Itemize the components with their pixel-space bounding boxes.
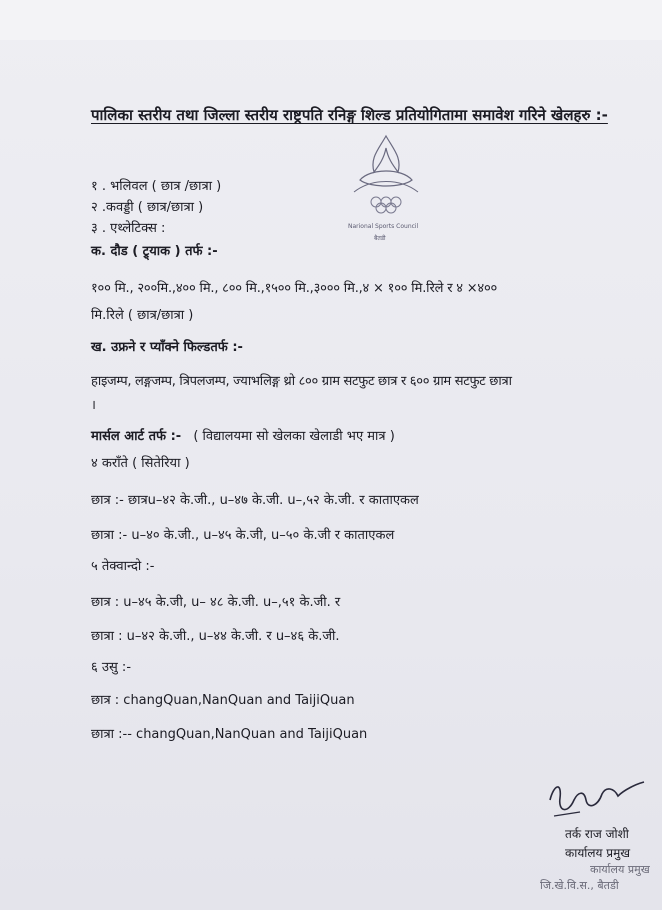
taekwondo-girls: छात्रा : u–४२ के.जी., u–४४ के.जी. र u–४६ के.जी. [91, 629, 340, 644]
handwritten-signature-icon [540, 770, 650, 830]
field-events-line-2: । [91, 398, 96, 413]
document-title: पालिका स्तरीय तथा जिल्ला स्तरीय राष्ट्रपति रनिङ्ग शिल्ड प्रतियोगितामा समावेश गरिने खेलहरु :- [91, 106, 608, 124]
seal-text-nepali: बैतडी [374, 235, 386, 242]
track-events-line-1: १०० मि., २००मि.,४०० मि., ८०० मि.,१५०० मि.,३००० मि.,४ × १०० मि.रिले र ४ ×४०० [91, 281, 498, 296]
sports-council-seal-icon [340, 128, 432, 246]
field-heading: ख. उफ्रने र प्याँक्ने फिल्डतर्फ :- [91, 340, 243, 355]
taekwondo-boys: छात्र : u–४५ के.जी, u– ४८ के.जी. u–,५१ के.जी. र [91, 595, 341, 610]
wushu-heading: ६ उसु :- [91, 660, 132, 675]
karate-boys: छात्र :- छात्रu–४२ के.जी., u–४७ के.जी. u–,५२ के.जी. र काताएकल [91, 493, 419, 508]
stamp-line-1: कार्यालय प्रमुख [590, 863, 650, 876]
page-top-margin [0, 0, 662, 40]
signatory-designation: कार्यालय प्रमुख [565, 846, 631, 860]
track-events-line-2: मि.रिले ( छात्र/छात्रा ) [91, 308, 194, 323]
martial-arts-heading: मार्सल आर्ट तर्फ :- [91, 429, 182, 444]
list-item-athletics: ३ . एथ्लेटिक्स : [91, 221, 166, 236]
taekwondo-heading: ५ तेक्वान्दो :- [91, 559, 155, 574]
track-heading: क. दौड ( ट्र्याक ) तर्फ :- [91, 244, 218, 259]
list-item-volleyball: १ . भलिवल ( छात्र /छात्रा ) [91, 179, 222, 194]
karate-girls: छात्रा :- u–४० के.जी., u–४५ के.जी, u–५० के.जी र काताएकल [91, 528, 395, 543]
seal-text-english: Narional Sports Council [348, 223, 419, 230]
wushu-boys: छात्र : changQuan,NanQuan and TaijiQuan [91, 693, 355, 708]
list-item-kabaddi: २ .कवड्डी ( छात्र/छात्रा ) [91, 200, 204, 215]
karate-heading: ४ कराँते ( सितेरिया ) [91, 456, 190, 471]
signatory-name: तर्क राज जोशी [565, 827, 629, 841]
martial-arts-note: ( विद्यालयमा सो खेलका खेलाडी भए मात्र ) [193, 429, 395, 444]
stamp-line-2: जि.खे.वि.स., बैतडी [540, 879, 619, 892]
wushu-girls: छात्रा :-- changQuan,NanQuan and TaijiQuan [91, 727, 368, 742]
field-events-line-1: हाइजम्प, लङ्गजम्प, त्रिपलजम्प, ज्याभलिङ्ग थ्रो ८०० ग्राम सटफुट छात्र र ६०० ग्राम सटफुट छात्रा [91, 374, 512, 389]
